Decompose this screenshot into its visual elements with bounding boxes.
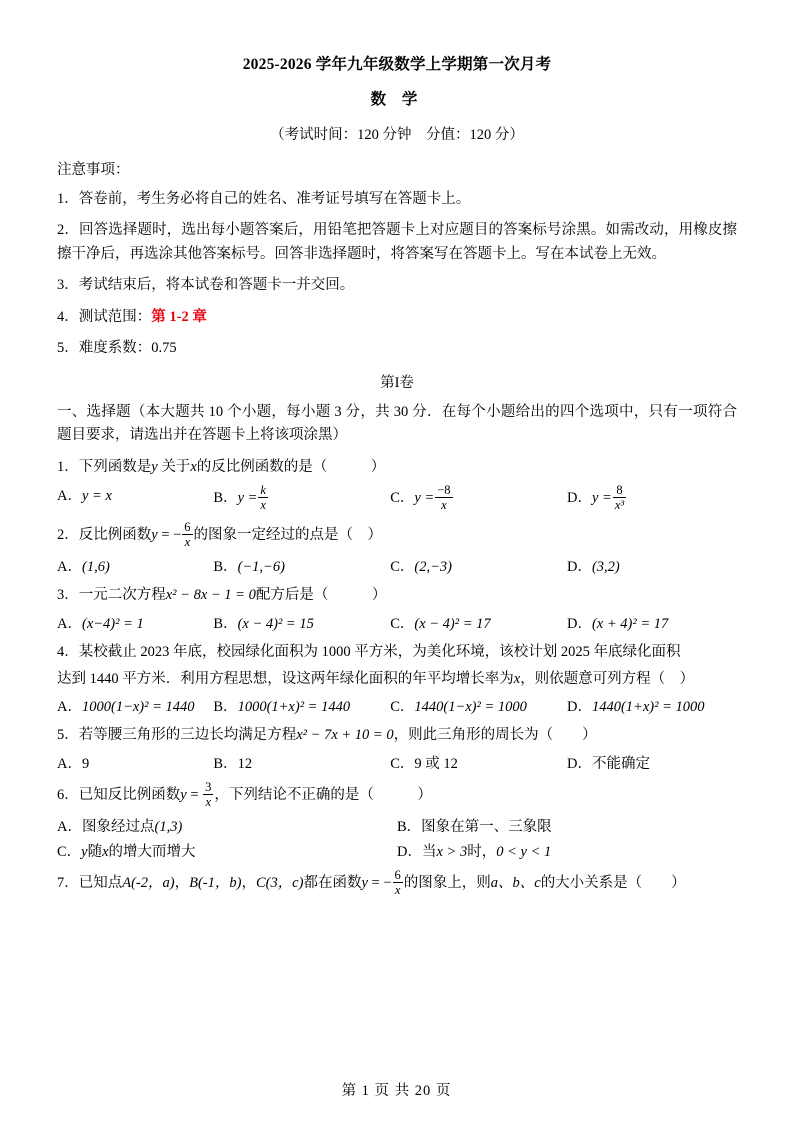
q7-text-c: 的图象上，则 [403, 875, 491, 892]
page-title: 2025-2026 学年九年级数学上学期第一次月考 [242, 56, 552, 73]
notice-item-3: 3．考试结束后，将本试卷和答题卡一并交回。 [57, 277, 355, 294]
q4-option-a[interactable]: A．1000(1−x)² = 1440 [57, 699, 195, 716]
q1-var-y: y [151, 458, 158, 475]
question-4-stem [57, 640, 737, 665]
q4-option-c[interactable]: C．1440(1−x)² = 1000 [390, 699, 527, 716]
q1-option-a[interactable]: A．y = x [57, 487, 112, 504]
q1-option-d[interactable]: D．y = $\frac{8}{\text{x³}}$ [566, 482, 625, 512]
q3-option-b[interactable]: B．(x − 4)² = 15 [213, 616, 314, 633]
notice-scope-value: 第 1-2 章 [151, 308, 207, 325]
notice-scope [57, 306, 737, 329]
q2-option-c[interactable]: C．(2,−3) [390, 559, 452, 576]
q6-text-b: ，下列结论不正确的是（ ） [214, 787, 432, 803]
page-footer: 第 1 页 共 20 页 [341, 1083, 452, 1099]
q5-option-b[interactable]: B．12 [213, 756, 253, 772]
q5-option-c[interactable]: C．9 或 12 [390, 756, 458, 772]
question-6-options-row2 [57, 840, 737, 861]
q4-option-b[interactable]: B．1000(1+x)² = 1440 [213, 699, 351, 716]
q2-option-b[interactable]: B．(−1,−6) [213, 559, 285, 576]
notice-item-2: 2．回答选择题时，选出每小题答案后，用铅笔把答题卡上对应题目的答案标号涂黑。如需改动，用橡皮擦擦干净后，再选涂其他答案标号。回答非选择题时，将答案写在答题卡上。写在本试卷上无效。 [57, 222, 737, 262]
question-4-stem-2 [57, 667, 737, 692]
section-heading: 一、选择题（本大题共 10 个小题，每小题 3 分，共 30 分．在每个小题给出的四个选项中，只有一项符合题目要求，请选出并在答题卡上将该项涂黑） [57, 403, 737, 444]
q1-option-c[interactable]: C．y = $\frac{-8}{x}$ [390, 482, 451, 512]
q5-text-b: ，则此三角形的周长为（ ） [393, 727, 597, 744]
q1-text-b: 关于 [161, 458, 191, 475]
question-1-stem [57, 455, 737, 480]
q4-var: x [513, 670, 521, 687]
page-content [57, 52, 737, 901]
q7-point-b: B(-1，b) [189, 875, 242, 892]
q4-text-b: 达到 1440 平方米．利用方程思想，设这两年绿化面积的年平均增长率为 [57, 670, 514, 687]
question-5-stem [57, 723, 737, 748]
q2-option-a[interactable]: A．(1,6) [57, 559, 110, 576]
q1-option-b[interactable]: B．y = $\frac{k}{x}$ [213, 482, 266, 512]
notice-heading: 注意事项： [57, 162, 130, 178]
question-6-options-row1 [57, 815, 737, 836]
q4-text-c: ，则依题意可列方程（ ） [520, 670, 695, 687]
q6-option-a[interactable]: A．图象经过点(1,3) [57, 819, 183, 836]
q2-option-d[interactable]: D．(3,2) [566, 559, 620, 576]
question-2-stem: 2．反比例函数y = − $\frac{6}{x}$ 的图象一定经过的点是（ ） [57, 520, 383, 550]
q3-option-c[interactable]: C．(x − 4)² = 17 [390, 616, 491, 633]
question-1-options [57, 484, 737, 514]
q7-point-c: C(3，c) [255, 875, 304, 892]
q4-option-d[interactable]: D．1440(1+x)² = 1000 [566, 699, 705, 716]
q3-option-d[interactable]: D．(x + 4)² = 17 [566, 616, 669, 633]
question-4-options [57, 695, 737, 716]
q5-option-a[interactable]: A．9 [57, 756, 90, 772]
q2-text-b: 的图象一定经过的点是（ ） [193, 527, 383, 544]
q7-text-a: 7．已知点 [57, 875, 123, 892]
q6-text-a: 6．已知反比例函数 [57, 787, 181, 803]
question-6-stem: 6．已知反比例函数y = $\frac{3}{x}$ ，下列结论不正确的是（ ） [57, 779, 432, 810]
exam-info: （考试时间：120 分钟 分值：120 分） [270, 127, 524, 143]
q3-option-a[interactable]: A．(x−4)² = 1 [57, 616, 144, 633]
notice-difficulty: 5．难度系数：0.75 [57, 340, 177, 357]
q7-text-b: 都在函数 [303, 875, 362, 892]
q2-text-a: 2．反比例函数 [57, 527, 152, 544]
q5-option-d[interactable]: D．不能确定 [566, 756, 650, 772]
q7-vars: a、b、c [490, 875, 541, 892]
notice-item-1: 1．答卷前，考生务必将自己的姓名、准考证号填写在答题卡上。 [57, 191, 471, 207]
notice-scope-label: 4．测试范围： [57, 308, 152, 325]
question-3-stem [57, 583, 737, 608]
q1-text-a: 1．下列函数是 [57, 458, 152, 475]
question-5-options [57, 752, 737, 773]
q1-text-c: 的反比例函数的是（ ） [196, 458, 386, 475]
q7-text-d: 的大小关系是（ ） [540, 875, 686, 892]
q3-equation: x² − 8x − 1 = 0 [165, 587, 256, 604]
paper-part-label: 第I卷 [380, 374, 414, 391]
q6-option-d[interactable]: D．当x > 3时，0 < y < 1 [397, 844, 552, 861]
question-7-stem: 7．已知点A(-2，a)，B(-1，b)，C(3，c)都在函数y = − $\frac{6}{x}$ 的图象上，则a、b、c的大小关系是（ ） [57, 867, 686, 898]
q4-text-a: 4．某校截止 2023 年底，校园绿化面积为 1000 平方米，为美化环境，该校计划 2025 年底绿化面积 [57, 644, 681, 661]
subject-title: 数 学 [370, 91, 424, 108]
question-3-options [57, 612, 737, 633]
q1-var-x: x [190, 458, 197, 475]
q3-text-a: 3．一元二次方程 [57, 587, 166, 604]
q5-text-a: 5．若等腰三角形的三边长均满足方程 [57, 727, 297, 744]
q7-point-a: A(-2，a) [122, 875, 175, 892]
question-2-options [57, 555, 737, 576]
q6-option-b[interactable]: B．图象在第一、三象限 [397, 819, 552, 836]
q6-option-c[interactable]: C．y随x的增大而增大 [57, 844, 196, 861]
q5-equation: x² − 7x + 10 = 0 [296, 727, 394, 744]
q3-text-b: 配方后是（ ） [255, 587, 387, 604]
